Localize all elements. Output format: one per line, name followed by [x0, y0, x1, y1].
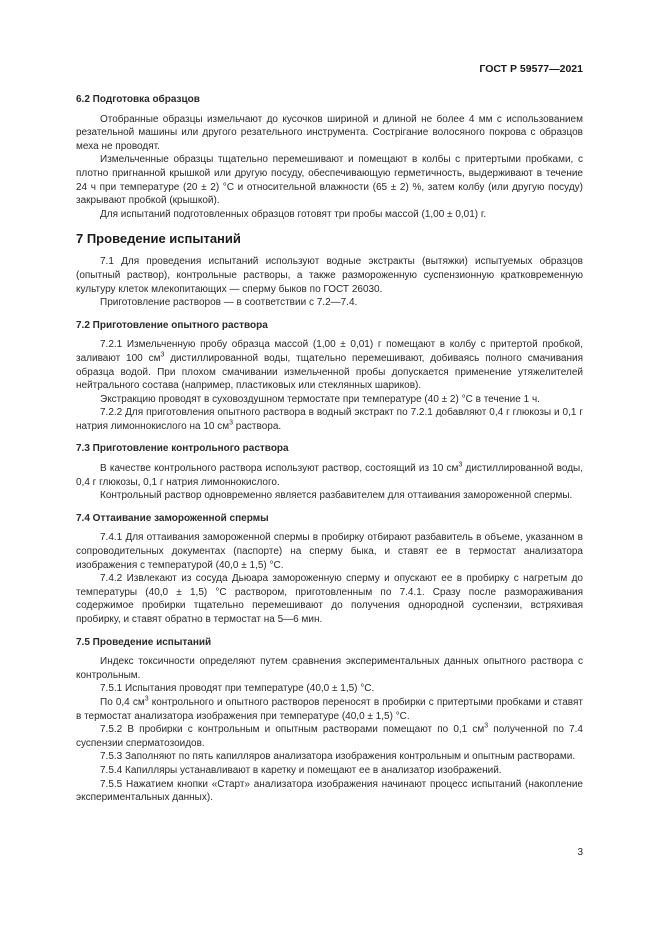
standard-header: ГОСТ Р 59577—2021 [479, 63, 583, 75]
section-heading: 6.2 Подготовка образцов [76, 94, 200, 105]
section-heading: 7.5 Проведение испытаний [76, 636, 212, 648]
paragraph: Контрольный раствор одновременно является разбавителем для оттаивания замороженной спермы. [100, 490, 573, 502]
paragraph: 7.5.1 Испытания проводят при температуре (40,0 ± 1,5) °С. [100, 683, 375, 695]
paragraph: Индекс токсичности определяют путем сравнения экспериментальных данных опытного раствора с контрольным. [76, 656, 583, 681]
paragraph: В качестве контрольного раствора используют раствор, состоящий из 10 $см^3$ дистиллированной воды, 0,4 г глюкозы, 0,1 г натрия лимоннокислого. [76, 461, 583, 488]
section-heading: 7.4 Оттаивание замороженной спермы [76, 512, 269, 524]
paragraph: 7.1 Для проведения испытаний используют водные экстракты (вытяжки) испытуемых образцов (опытный раствор), контрольные растворы, а также размороженную суспензионную кратковременную культуру клеток млекопитающих — сперму быков по ГОСТ 26030. [76, 256, 583, 295]
paragraph: Для испытаний подготовленных образцов готовят три пробы массой (1,00 ± 0,01) г. [100, 208, 487, 220]
paragraph: 7.5.3 Заполняют по пять капилляров анализатора изображения контрольным и опытным растворами. [100, 751, 576, 763]
section-heading: 7 Проведение испытаний [76, 231, 241, 247]
section-gap [76, 627, 583, 636]
paragraph: 7.4.1 Для оттаивания замороженной спермы в пробирку отбирают разбавитель в объеме, указанном в сопроводительных документах (паспорте) на сперму быка, и ставят ее в термостат анализатора изображения с температурой (40,0 ± 1,5) °С. [76, 532, 583, 571]
paragraph: 7.2.1 Измельченную пробу образца массой (1,00 ± 0,01) г помещают в колбу с притертой пробкой, заливают 100 $см^3$ дистиллированной воды, тщательно перемешивают, добиваясь полного смачивания образца водой. При плохом смачивании измельченной пробы допускается применение утяжелителей нейтрального состава (например, пластиковых или стеклянных шариков). [76, 339, 584, 392]
section-heading: 7.3 Приготовление контрольного раствора [76, 443, 289, 455]
paragraph: 7.5.4 Капилляры устанавливают в каретку и помещают ее в анализатор изображений. [100, 764, 502, 776]
document-body [76, 93, 583, 805]
section-heading: 7.2 Приготовление опытного раствора [76, 319, 268, 331]
paragraph: 7.4.2 Извлекают из сосуда Дьюара замороженную сперму и опускают ее в пробирку с нагретым до температуры (40,0 ± 1,5) °С раствором, приготовленным по 7.4.1. Сразу после размораживания содержимое пробирки тщательно перемешивают до получения однородной суспензии, встряхивая пробирку, и ставят обратно в термостат на 5—6 мин. [76, 573, 583, 625]
paragraph: Приготовление растворов — в соответствии с 7.2—7.4. [100, 297, 358, 309]
paragraph: 7.5.2 В пробирки с контрольным и опытным растворами помещают по 0,1 $см^3$ полученной по 7.4 суспензии сперматозоидов. [76, 722, 583, 749]
paragraph: 7.5.5 Нажатием кнопки «Старт» анализатора изображения начинают процесс испытаний (накопление экспериментальных данных). [76, 778, 583, 804]
paragraph: 7.2.2 Для приготовления опытного раствора в водный экстракт по 7.2.1 добавляют 0,4 г глюкозы и 0,1 г натрия лимоннокислого на 10 $см^3$ раствора. [76, 407, 583, 432]
paragraph: Измельченные образцы тщательно перемешивают и помещают в колбы с притертыми пробками, с плотно пригнанной крышкой или другую посуду, обеспечивающую герметичность, выдерживают в течение 24 ч при температуре (20 ± 2) °С и относительной влажности (65 ± 2) %, затем колбу (или другую посуду) закрывают пробкой (крышкой). [76, 154, 583, 207]
paragraph: Отобранные образцы измельчают до кусочков шириной и длиной не более 4 мм с использованием резательной машины или другого резательного инструмента. Сострігание волосяного покрова с образцов меха не проводят. [76, 113, 583, 152]
paragraph: По 0,4 $см^3$ контрольного и опытного растворов переносят в пробирки с притертыми пробками и ставят в термостат анализатора изображения при температуре (40,0 ± 1,5) °С. [76, 695, 583, 722]
section-gap [76, 433, 583, 442]
section-gap [76, 310, 583, 319]
paragraph: Экстракцию проводят в суховоздушном термостате при температуре (40 ± 2) °С в течение 1 ч. [100, 393, 540, 405]
page-number: 3 [577, 847, 583, 858]
section-gap [76, 503, 583, 512]
